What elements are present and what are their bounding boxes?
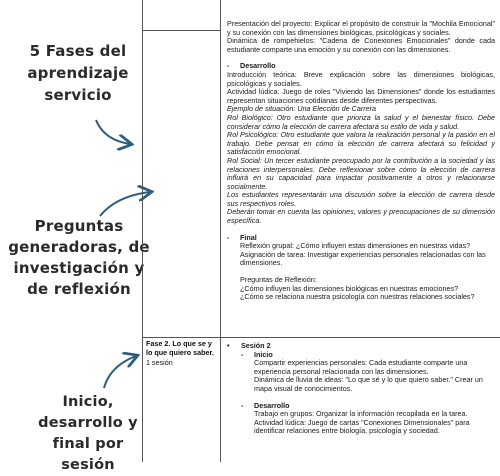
discusion-text: Los estudiantes representarán una discusión sobre la elección de carrera desde sus respectivos roles. xyxy=(227,190,495,208)
fase-2-title: Fase 2. Lo que se y lo que quiero saber. xyxy=(146,339,214,357)
arrow-to-inicio xyxy=(104,356,136,388)
desarrollo-heading: - Desarrollo xyxy=(227,61,276,71)
desarrollo-2-heading: - Desarrollo xyxy=(241,400,290,410)
rol-biologico-text: Rol Biológico: Otro estudiante que prioriza la salud y el bienestar físico. Debe considerar cómo la elección de carrera afectará su estilo de vida y salud. xyxy=(227,112,495,131)
fase-2-sessions: 1 sesión xyxy=(146,358,173,368)
asignacion-tarea-text: Asignación de tarea: Investigar experiencias personales relacionadas con las dimensiones. xyxy=(240,249,486,268)
presentacion-text: Presentación del proyecto: Explicar el propósito de construir la "Mochila Emocional" y su conexión con las dimensiones biológicas, psicológicas y sociales. xyxy=(227,19,495,37)
actividad-ludica-text: Actividad lúdica: Juego de roles "Viviendo las Dimensiones" donde los estudiantes representan situaciones cotidianas desde diferentes perspectivas. xyxy=(227,87,495,105)
plan-table xyxy=(142,0,500,462)
rompehielos-text: Dinámica de rompehielos: "Cadena de Conexiones Emocionales" donde cada estudiante comparte una emoción y su conexión con las dimensiones. xyxy=(227,36,495,54)
fase-2-cell xyxy=(146,340,216,368)
table-header-cell xyxy=(143,0,220,31)
rol-psicologico-text: Rol Psicológico: Otro estudiante que valora la realización personal y la pasión en el trabajo. Debe pensar en cómo la elección de carrera afectará su felicidad y satisfacción emocional. xyxy=(227,130,495,157)
ejemplo-situacion-text: Ejemplo de situación: Una Elección de Carrera xyxy=(227,104,377,114)
column-divider xyxy=(220,0,221,462)
phase-2-content xyxy=(227,342,495,436)
opiniones-text: Deberán tomar en cuenta las opiniones, valores y preocupaciones de su dimensión específica. xyxy=(227,207,495,226)
rol-social-text: Rol Social: Un tercer estudiante preocupado por la contribución a la sociedad y las relaciones interpersonales. Debe reflexionar sobre cómo la elección de carrera influirá en su capacidad para impactar positivamente a otros y relacionarse socialmente. xyxy=(227,155,495,191)
inicio-heading: - Inicio xyxy=(241,349,273,359)
callout-fases: 5 Fases del aprendizaje servicio xyxy=(27,42,129,104)
pregunta-2-text: ¿Cómo se relaciona nuestra psicología con nuestras relaciones sociales? xyxy=(240,292,475,302)
callout-inicio-desarrollo-final: Inicio, desarrollo y final por sesión xyxy=(38,394,138,473)
compartir-experiencias-text: Compartir experiencias personales: Cada estudiante comparte una experiencia personal relacionada con las dimensiones. xyxy=(254,358,468,376)
preguntas-reflexion-heading: Preguntas de Reflexión: xyxy=(240,275,317,285)
trabajo-grupos-text: Trabajo en grupos: Organizar la información recopilada en la tarea. xyxy=(254,409,468,419)
pregunta-1-text: ¿Cómo influyen las dimensiones biológicas en nuestras emociones? xyxy=(240,283,459,293)
row-divider xyxy=(143,337,500,338)
arrow-to-fases xyxy=(96,120,130,144)
intro-teorica-text: Introducción teórica: Breve explicación sobre las dimensiones biológicas, psicológicas y sociales. xyxy=(227,69,495,88)
final-heading: - Final xyxy=(227,232,257,242)
callout-preguntas: Preguntas generadoras, de investigación y de reflexión xyxy=(8,217,150,298)
reflexion-grupal-text: Reflexión grupal: ¿Cómo influyen estas dimensiones en nuestras vidas? xyxy=(240,241,471,251)
session-2-heading: • Sesión 2 xyxy=(227,341,271,350)
juego-cartas-text: Actividad lúdica: Juego de cartas "Conexiones Dimensionales" para identificar relaciones entre biología, psicología y sociedad. xyxy=(254,417,470,436)
phase-1-content xyxy=(227,20,495,302)
lluvia-ideas-text: Dinámica de lluvia de ideas: "Lo que sé y lo que quiero saber." Crear un mapa visual de conocimientos. xyxy=(254,375,483,393)
